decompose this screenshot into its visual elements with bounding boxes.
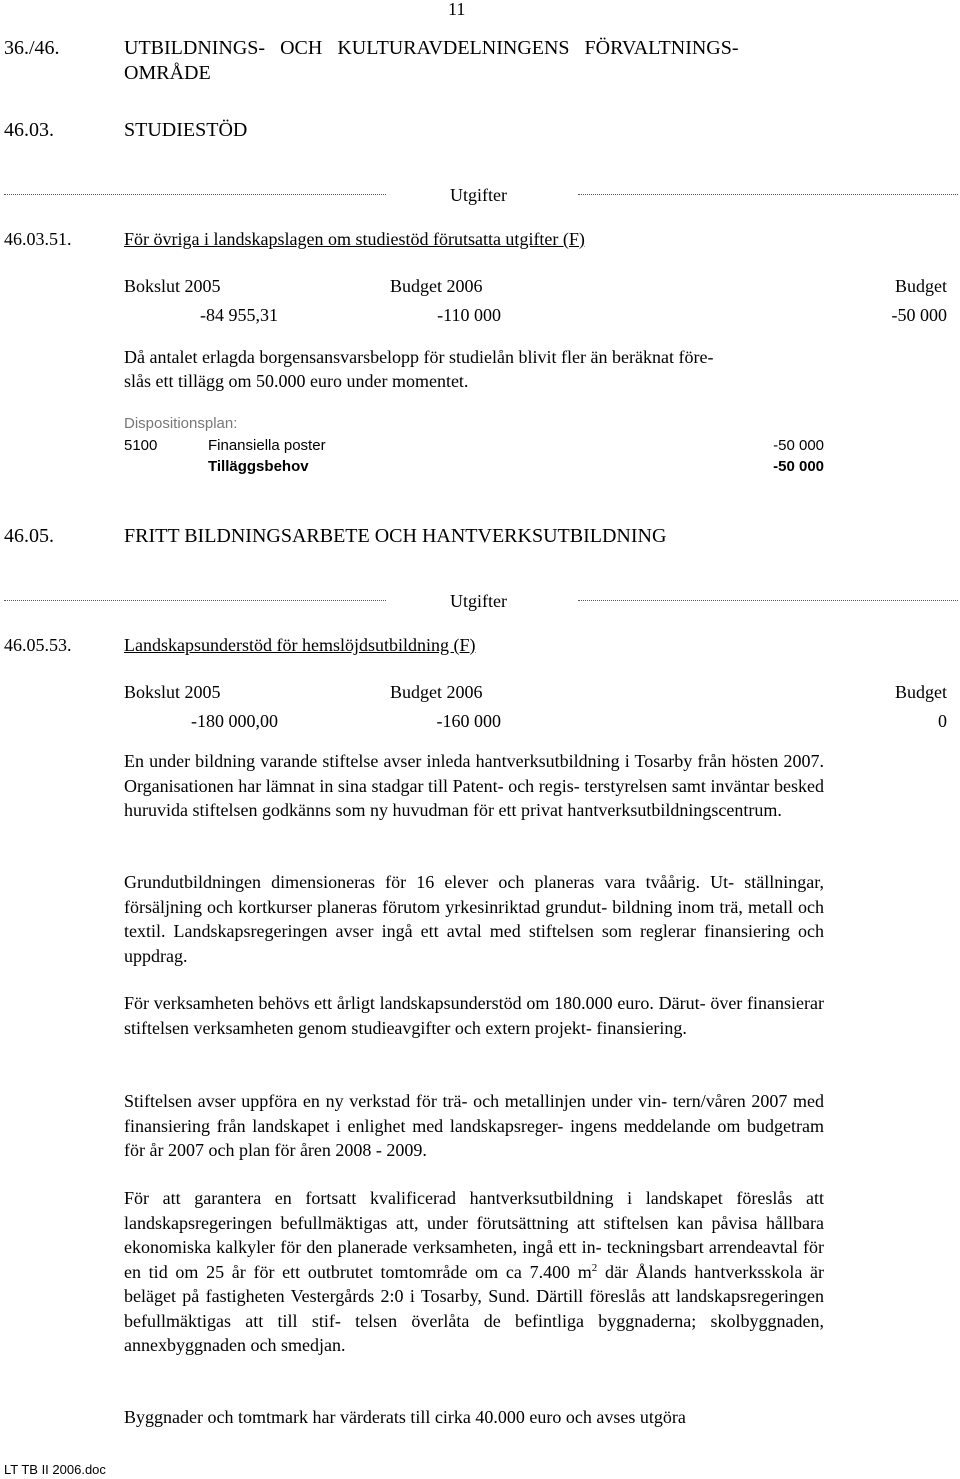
- disp-row1-label: Finansiella poster: [208, 437, 326, 454]
- paragraph-1: En under bildning varande stiftelse avser inleda hantverksutbildning i Tosarby från hösten 2007. Organisationen har lämnat in sina stadgar till Patent- och regis- terstyrelsen samt inväntar besked huruvida stiftelsen godkänns som ny huvudman för ett privat hantverksutbildningscentrum.: [124, 751, 824, 820]
- last-line: Byggnader och tomtmark har värderats till cirka 40.000 euro och avses utgöra: [124, 1407, 686, 1427]
- divider-left: [4, 194, 386, 195]
- section2-number: 46.05.53.: [4, 635, 72, 655]
- page-number: 11: [448, 0, 466, 19]
- disp-row1-value: -50 000: [773, 437, 824, 454]
- section1-value-budget: -50 000: [891, 305, 947, 325]
- section2-value-bokslut: -180 000,00: [191, 711, 278, 731]
- heading3-number: 46.05.: [4, 525, 54, 547]
- disp-row2-label: Tilläggsbehov: [208, 458, 309, 475]
- section1-header-bokslut: Bokslut 2005: [124, 276, 221, 296]
- section1-para-line1: Då antalet erlagda borgensansvarsbelopp för studielån blivit fler än beräknat före-: [124, 347, 714, 367]
- paragraph-3: För verksamheten behövs ett årligt landskapsunderstöd om 180.000 euro. Därut- över finansierar stiftelsen verksamheten genom studieavgifter och extern projekt- finansiering.: [124, 993, 824, 1038]
- section2-value-budget: 0: [938, 711, 947, 731]
- disp-row2-value: -50 000: [773, 458, 824, 475]
- section2-value-budget2006: -160 000: [436, 711, 501, 731]
- divider-left-2: [4, 600, 386, 601]
- section2-title: Landskapsunderstöd för hemslöjdsutbildning (F): [124, 635, 476, 655]
- heading2-title: STUDIESTÖD: [124, 119, 248, 141]
- section1-header-budget: Budget: [895, 276, 947, 296]
- divider-right: [578, 194, 958, 195]
- section2-header-bokslut: Bokslut 2005: [124, 682, 221, 702]
- section2-header-budget: Budget: [895, 682, 947, 702]
- heading3-title: FRITT BILDNINGSARBETE OCH HANTVERKSUTBILDNING: [124, 525, 667, 547]
- heading2-number: 46.03.: [4, 119, 54, 141]
- paragraph-5: För att garantera en fortsatt kvalificerad hantverksutbildning i landskapet föreslås att landskapsregeringen befullmäktigas att, under förutsättning att stiftelsen kan påvisa hållbara ekonomiska kalkyler för den planerade verksamheten, ingå ett in- teckningsbart arrendeavtal för en tid om 25 år för ett outbrutet tomtområde om ca 7.400 $m^2$ där Ålands hantverksskola är beläget på fastigheten Vestergårds 2:0 i Tosarby, Sund. Därtill föreslås att landskapsregeringen befullmäktigas att till stif- telsen överlåta de befintliga byggnaderna; skolbyggnaden, annexbyggnaden och smedjan.: [124, 1188, 825, 1355]
- section1-title: För övriga i landskapslagen om studiestöd förutsatta utgifter (F): [124, 229, 585, 249]
- section1-value-bokslut: -84 955,31: [200, 305, 278, 325]
- footer-filename: LT TB II 2006.doc: [4, 1462, 106, 1477]
- section1-value-budget2006: -110 000: [437, 305, 501, 325]
- section1-para-line2: slås ett tillägg om 50.000 euro under momentet.: [124, 371, 469, 391]
- section2-header-budget2006: Budget 2006: [390, 682, 483, 702]
- utgifter-label-2: Utgifter: [450, 591, 507, 611]
- disp-row1-code: 5100: [124, 437, 158, 454]
- paragraph-2: Grundutbildningen dimensioneras för 16 elever och planeras vara tvåårig. Ut- ställningar, försäljning och kortkurser planeras förutom yrkesinriktad grundut- bildning inom trä, metall och textil. Landskapsregeringen avser ingå ett avtal med stiftelsen som reglerar finansiering och uppdrag.: [124, 872, 824, 966]
- heading1-title-line1: UTBILDNINGS- OCH KULTURAVDELNINGENS FÖRVALTNINGS-: [124, 37, 739, 59]
- section1-header-budget2006: Budget 2006: [390, 276, 483, 296]
- paragraph-4: Stiftelsen avser uppföra en ny verkstad för trä- och metallinjen under vin- tern/våren 2007 med finansiering från landskapet i enlighet med landskapsreger- ingens meddelande om budgetram för år 2007 och plan för åren 2008 - 2009.: [124, 1091, 825, 1160]
- utgifter-label: Utgifter: [450, 185, 507, 205]
- heading1-number: 36./46.: [4, 37, 60, 59]
- section1-number: 46.03.51.: [4, 229, 72, 249]
- divider-right-2: [578, 600, 958, 601]
- heading1-title-line2: OMRÅDE: [124, 62, 211, 84]
- disposition-label: Dispositionsplan:: [124, 415, 238, 432]
